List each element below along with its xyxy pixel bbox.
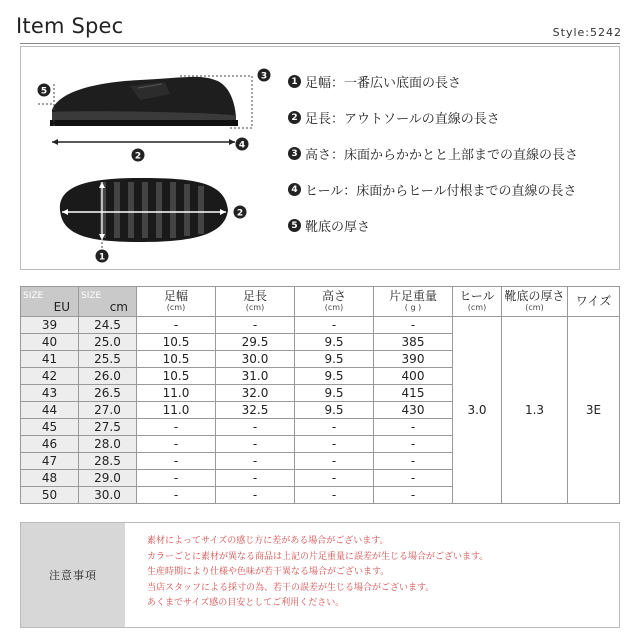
spec-item xyxy=(288,72,461,91)
spec-item xyxy=(288,108,500,127)
column-header: ヒール (cm) xyxy=(453,287,502,317)
table-cell: 9.5 xyxy=(295,334,374,351)
spec-text: 足長：アウトソールの直線の長さ xyxy=(305,112,500,127)
style-code: Style:5242 xyxy=(552,26,622,39)
svg-text:1: 1 xyxy=(98,252,106,263)
spec-item xyxy=(288,144,578,163)
table-cell: - xyxy=(374,453,453,470)
table-cell: - xyxy=(374,470,453,487)
eu-size-cell: 50 xyxy=(21,487,79,504)
size-table xyxy=(20,286,620,504)
table-cell: - xyxy=(374,487,453,504)
eu-size-cell: 43 xyxy=(21,385,79,402)
eu-size-cell: 39 xyxy=(21,317,79,334)
table-cell: - xyxy=(374,436,453,453)
svg-text:2: 2 xyxy=(134,151,142,162)
cm-size-cell: 30.0 xyxy=(79,487,137,504)
table-cell: - xyxy=(295,487,374,504)
note-line: 生産時期により仕様や色味が若干異なる場合がございます。 xyxy=(147,567,390,577)
table-cell: 415 xyxy=(374,385,453,402)
table-cell: 9.5 xyxy=(295,402,374,419)
diagram-number-4 xyxy=(236,138,249,151)
note-line: 素材によってサイズの感じ方に差がある場合がございます。 xyxy=(147,536,389,546)
table-cell: 385 xyxy=(374,334,453,351)
eu-size-cell: 48 xyxy=(21,470,79,487)
divider xyxy=(20,43,620,44)
spec-text: ヒール：床面からヒール付根までの直線の長さ xyxy=(305,184,577,199)
number-badge-icon: 2 xyxy=(288,111,301,124)
table-cell: 390 xyxy=(374,351,453,368)
table-cell: - xyxy=(295,436,374,453)
column-header: 足幅 (cm) xyxy=(137,287,216,317)
table-cell: 10.5 xyxy=(137,334,216,351)
table-cell: 31.0 xyxy=(216,368,295,385)
eu-size-cell: 42 xyxy=(21,368,79,385)
cm-size-cell: 24.5 xyxy=(79,317,137,334)
shoe-diagram xyxy=(30,60,285,265)
spec-text: 高さ：床面からかかとと上部までの直線の長さ xyxy=(305,148,579,163)
diagram-number-2-side xyxy=(132,149,145,162)
note-line: 当店スタッフによる採寸の為、若干の誤差が生じる場合がございます。 xyxy=(147,582,435,593)
table-cell: - xyxy=(295,317,374,334)
table-cell: - xyxy=(216,453,295,470)
notes-box xyxy=(20,522,620,628)
merged-sole-cell: 1.3 xyxy=(502,317,568,504)
notes-label: 注意事項 xyxy=(21,523,125,627)
table-cell: - xyxy=(374,419,453,436)
table-cell: 10.5 xyxy=(137,368,216,385)
table-cell: - xyxy=(295,419,374,436)
page-title: Item Spec xyxy=(16,14,124,38)
table-cell: - xyxy=(216,487,295,504)
cm-header: SIZE cm xyxy=(79,287,137,317)
table-cell: 32.5 xyxy=(216,402,295,419)
table-cell: 11.0 xyxy=(137,402,216,419)
table-cell: 9.5 xyxy=(295,385,374,402)
diagram-number-3 xyxy=(258,69,271,82)
diagram-number-2-sole xyxy=(234,206,247,219)
note-line: カラーごとに素材が異なる商品は上記の片足重量に誤差が生じる場合がございます。 xyxy=(147,551,489,562)
number-badge-icon: 4 xyxy=(288,183,301,196)
table-cell: - xyxy=(137,436,216,453)
table-cell: 32.0 xyxy=(216,385,295,402)
column-header: 靴底の厚さ (cm) xyxy=(502,287,568,317)
table-cell: - xyxy=(137,453,216,470)
column-header: 高さ (cm) xyxy=(295,287,374,317)
table-cell: 10.5 xyxy=(137,351,216,368)
spec-text: 足幅：一番広い底面の長さ xyxy=(305,76,462,91)
eu-size-cell: 47 xyxy=(21,453,79,470)
table-cell: 11.0 xyxy=(137,385,216,402)
spec-item xyxy=(288,180,576,199)
cm-size-cell: 26.0 xyxy=(79,368,137,385)
eu-size-cell: 41 xyxy=(21,351,79,368)
cm-size-cell: 26.5 xyxy=(79,385,137,402)
table-cell: 400 xyxy=(374,368,453,385)
table-cell: 9.5 xyxy=(295,351,374,368)
spec-item xyxy=(288,216,370,235)
cm-size-cell: 28.5 xyxy=(79,453,137,470)
table-cell: - xyxy=(137,317,216,334)
table-cell: 9.5 xyxy=(295,368,374,385)
table-cell: - xyxy=(137,419,216,436)
cm-size-cell: 27.0 xyxy=(79,402,137,419)
table-cell: - xyxy=(137,487,216,504)
table-cell: - xyxy=(216,419,295,436)
eu-size-cell: 44 xyxy=(21,402,79,419)
eu-size-cell: 40 xyxy=(21,334,79,351)
table-cell: - xyxy=(137,470,216,487)
notes-body xyxy=(125,523,488,627)
table-cell: - xyxy=(295,453,374,470)
table-cell: - xyxy=(216,317,295,334)
table-cell: 30.0 xyxy=(216,351,295,368)
svg-text:2: 2 xyxy=(236,208,244,219)
cm-size-cell: 29.0 xyxy=(79,470,137,487)
cm-size-cell: 25.0 xyxy=(79,334,137,351)
table-cell: 430 xyxy=(374,402,453,419)
column-header: 片足重量 ( g ) xyxy=(374,287,453,317)
column-header: ワイズ xyxy=(568,287,620,317)
svg-text:5: 5 xyxy=(40,86,48,97)
column-header: 足長 (cm) xyxy=(216,287,295,317)
cm-size-cell: 25.5 xyxy=(79,351,137,368)
table-cell: - xyxy=(295,470,374,487)
diagram-number-5 xyxy=(38,84,51,97)
number-badge-icon: 1 xyxy=(288,75,301,88)
merged-heel-cell: 3.0 xyxy=(453,317,502,504)
merged-width-cell: 3E xyxy=(568,317,620,504)
diagram-number-1 xyxy=(96,250,109,263)
table-cell: - xyxy=(216,436,295,453)
eu-size-cell: 45 xyxy=(21,419,79,436)
svg-text:3: 3 xyxy=(260,71,268,82)
shoe-side-view xyxy=(50,77,238,126)
cm-size-cell: 27.5 xyxy=(79,419,137,436)
sole-bottom-view xyxy=(60,178,228,242)
note-line: あくまでサイズ感の目安としてご利用ください。 xyxy=(147,598,345,608)
number-badge-icon: 3 xyxy=(288,147,301,160)
cm-size-cell: 28.0 xyxy=(79,436,137,453)
eu-size-cell: 46 xyxy=(21,436,79,453)
table-cell: - xyxy=(216,470,295,487)
table-cell: - xyxy=(374,317,453,334)
table-cell: 29.5 xyxy=(216,334,295,351)
spec-text: 靴底の厚さ xyxy=(305,220,371,235)
svg-text:4: 4 xyxy=(238,140,246,151)
eu-header: SIZE EU xyxy=(21,287,79,317)
table-row xyxy=(21,317,620,334)
number-badge-icon: 5 xyxy=(288,219,301,232)
